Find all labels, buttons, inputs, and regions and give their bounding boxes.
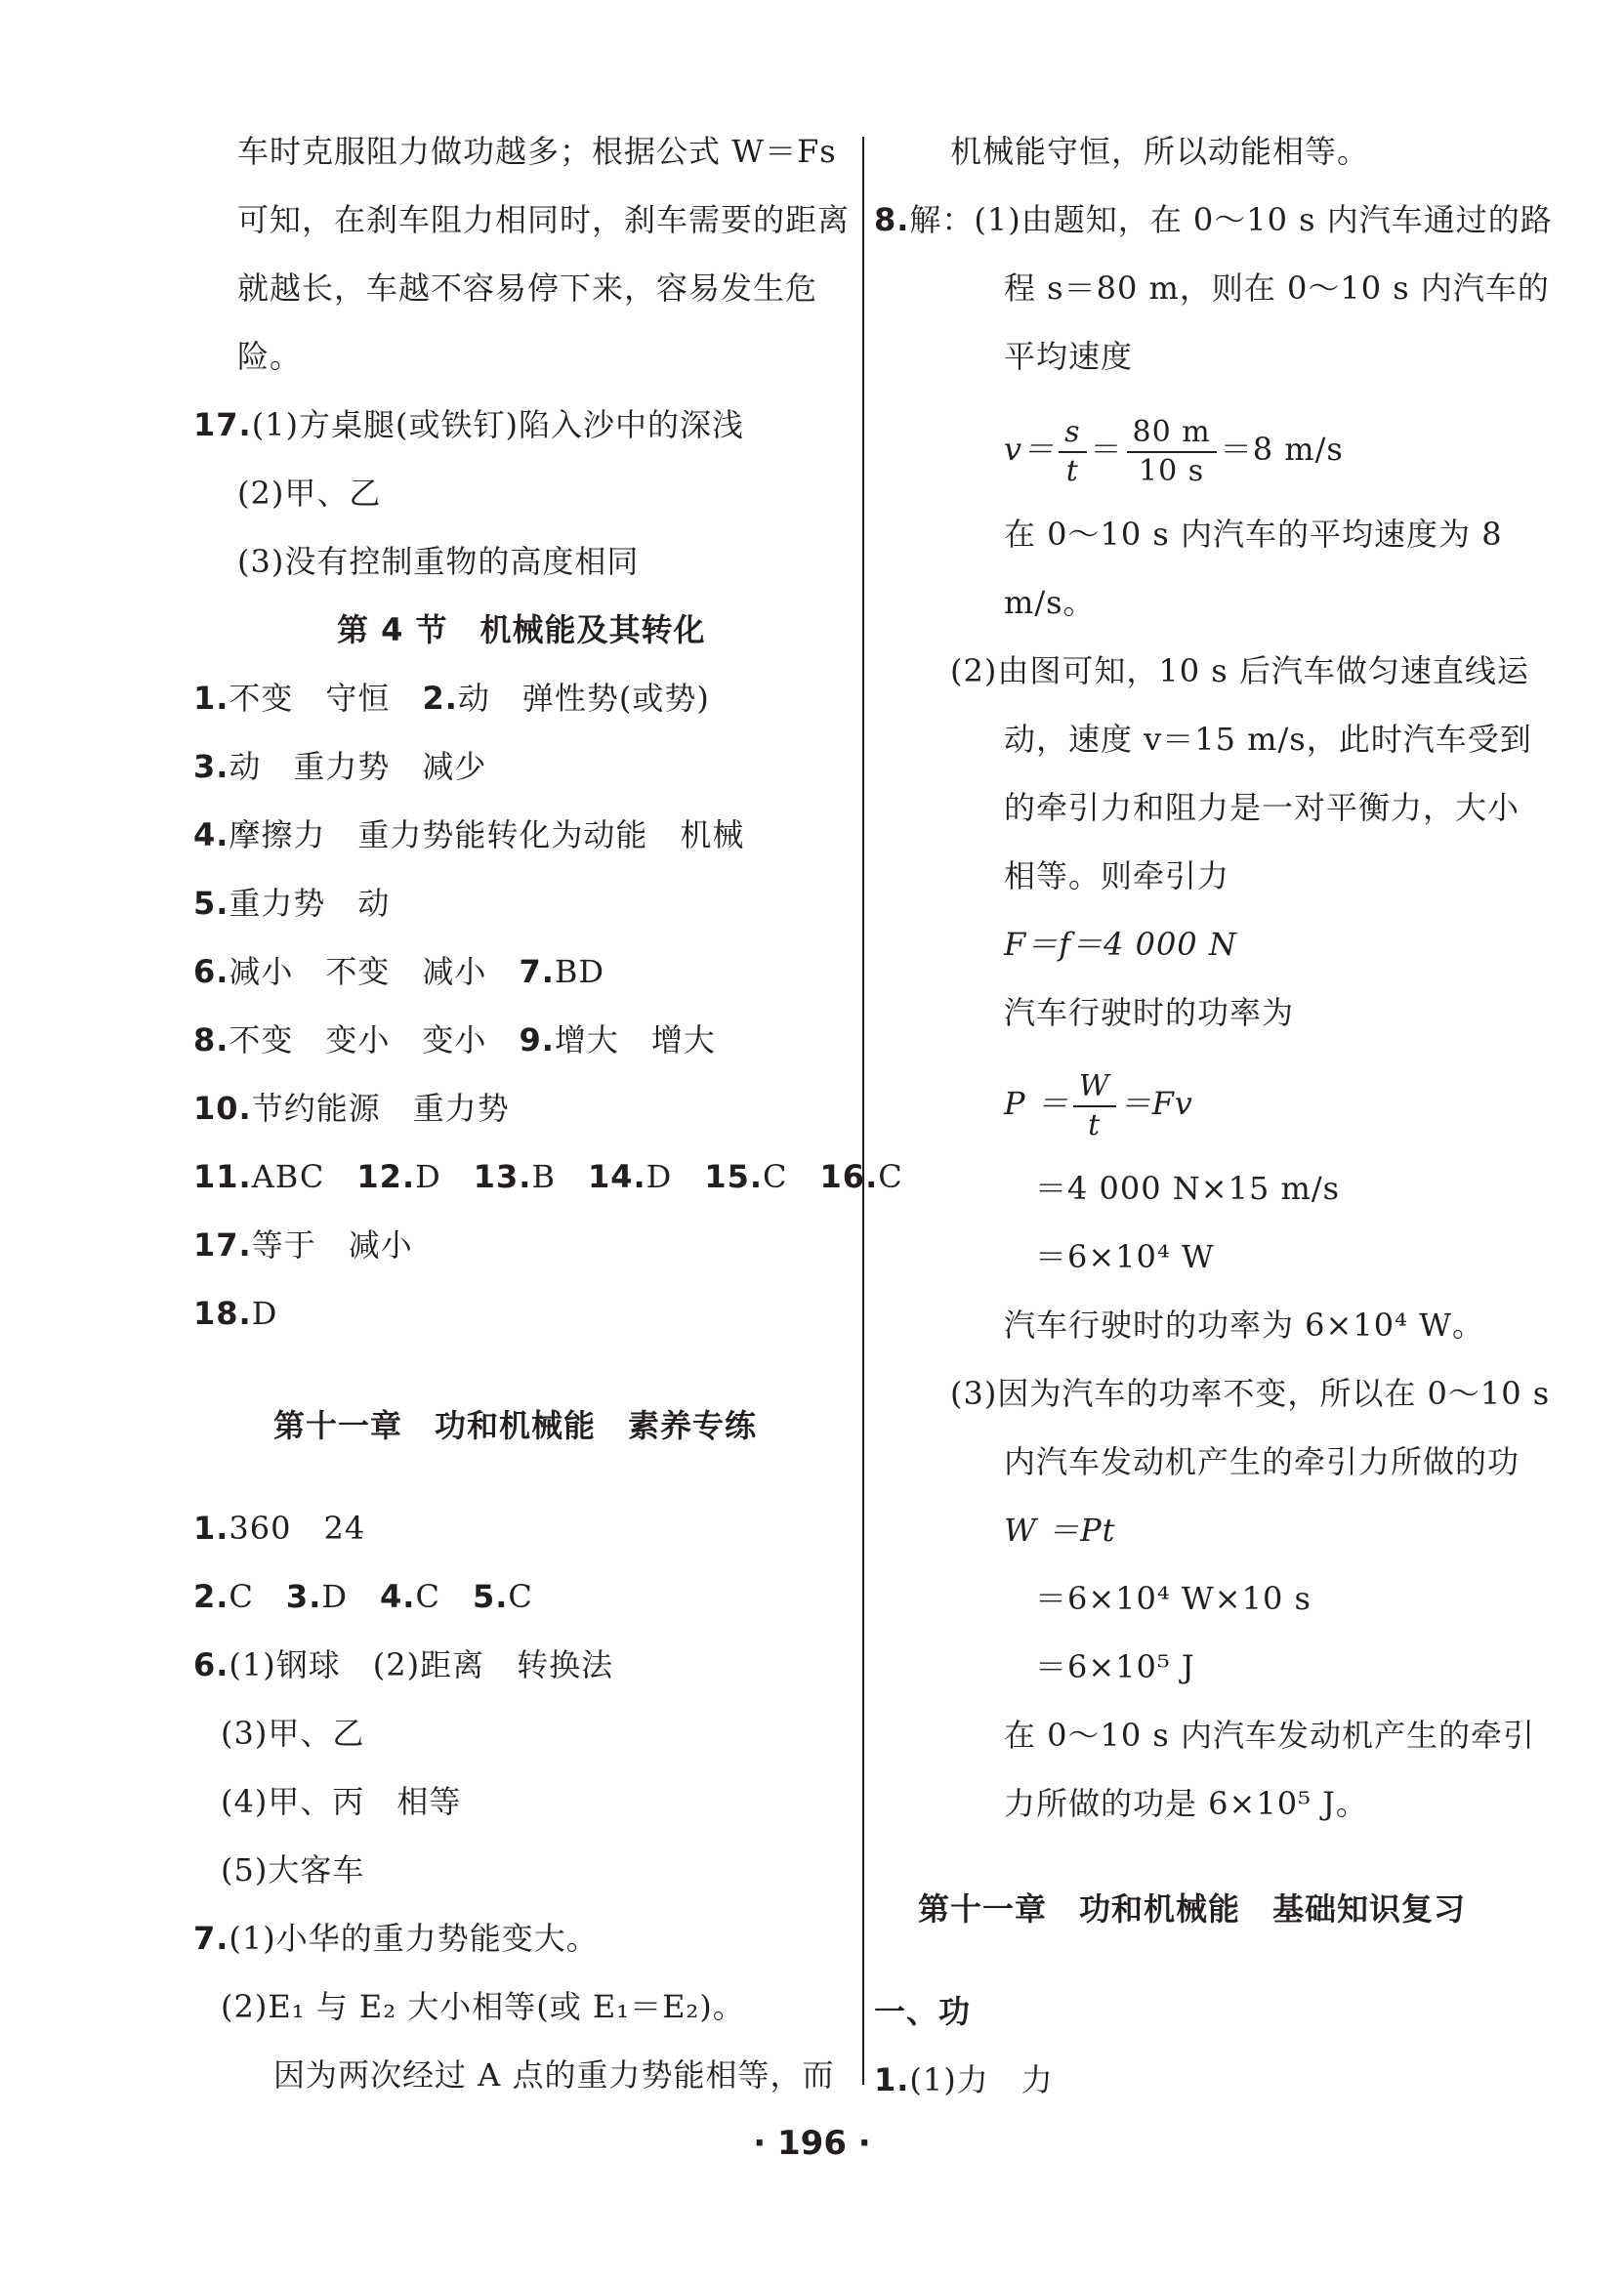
- answer-text: (5)大客车: [221, 1851, 365, 1888]
- question-number: 10.: [193, 1090, 252, 1127]
- numerator: 80 m: [1127, 418, 1217, 453]
- question-number: 17.: [193, 1226, 252, 1264]
- answer-line: [193, 1577, 533, 1616]
- text-line: 车时克服阻力做功越多；根据公式 W＝Fs: [237, 133, 837, 170]
- question-8: [874, 200, 1553, 239]
- answer-text: (3)没有控制重物的高度相同: [237, 543, 640, 580]
- text-line: 的牵引力和阻力是一对平衡力，大小: [1004, 789, 1520, 826]
- question-number: 7.: [519, 953, 555, 990]
- numerator: s: [1059, 418, 1086, 453]
- section-title: 一、功: [874, 1993, 972, 2030]
- formula-text: ＝Fv: [1119, 1085, 1193, 1122]
- answer-line: [193, 679, 710, 718]
- formula-text: P ＝: [1004, 1085, 1069, 1122]
- answer-line: [193, 1020, 716, 1059]
- answer-text: (1)钢球 (2)距离 转换法: [229, 1646, 614, 1683]
- text-line: 汽车行驶时的功率为: [1004, 994, 1295, 1031]
- answer-text: D: [415, 1158, 474, 1195]
- answer-text: C: [508, 1578, 533, 1615]
- answer-text: 减小 不变 减小: [229, 953, 520, 990]
- chapter-title: 第十一章 功和机械能 素养专练: [273, 1407, 758, 1444]
- answer-text: 增大 增大: [554, 1021, 716, 1058]
- answer-text: BD: [554, 953, 605, 990]
- answer-text: 动 重力势 减少: [229, 748, 487, 785]
- answer-line: [874, 2060, 1054, 2099]
- answer-text: 节约能源 重力势: [251, 1090, 510, 1127]
- answer-text: ABC: [251, 1158, 357, 1195]
- text-line: m/s。: [1004, 584, 1096, 621]
- text-line: 就越长，车越不容易停下来，容易发生危: [237, 270, 818, 307]
- answer-text: 不变 变小 变小: [229, 1021, 520, 1058]
- answer-text: (1)方桌腿(或铁钉)陷入沙中的深浅: [251, 406, 744, 443]
- answer-text: C: [415, 1578, 473, 1615]
- answer-line: [193, 747, 486, 786]
- text-line: 可知，在刹车阻力相同时，刹车需要的距离: [237, 201, 851, 238]
- answer-text: (2)E₁ 与 E₂ 大小相等(或 E₁＝E₂)。: [221, 1988, 745, 2025]
- formula-line: F＝f＝4 000 N: [1004, 926, 1237, 963]
- question-number: 1.: [874, 2061, 910, 2098]
- question-number: 4.: [193, 816, 229, 853]
- section-title: 第 4 节 机械能及其转化: [337, 611, 706, 648]
- answer-text: C: [229, 1578, 286, 1615]
- answer-text: 因为两次经过 A 点的重力势能相等，而: [273, 2056, 835, 2094]
- question-17: [193, 405, 744, 444]
- answer-text: D: [645, 1158, 705, 1195]
- answer-line: [193, 1089, 510, 1128]
- question-number: 12.: [356, 1158, 416, 1195]
- answer-text: D: [251, 1295, 278, 1332]
- question-number: 11.: [193, 1158, 252, 1195]
- answer-line: [193, 952, 604, 991]
- answer-text: (1)小华的重力势能变大。: [229, 1920, 599, 1957]
- answer-line: [193, 884, 390, 923]
- answer-line: [193, 1294, 277, 1333]
- question-number: 14.: [587, 1158, 646, 1195]
- answer-text: (1)力 力: [909, 2061, 1054, 2098]
- question-number: 16.: [819, 1158, 879, 1195]
- text-line: 机械能守恒，所以动能相等。: [950, 133, 1370, 170]
- formula-line: ＝6×10⁴ W×10 s: [1035, 1580, 1312, 1617]
- fraction: [1127, 414, 1217, 488]
- denominator: t: [1088, 1107, 1102, 1142]
- answer-text: C: [878, 1158, 903, 1195]
- text-line: 相等。则牵引力: [1004, 857, 1230, 894]
- answer-line: [193, 1157, 903, 1196]
- answer-text: B: [531, 1158, 588, 1195]
- denominator: t: [1065, 453, 1079, 488]
- text-line: 在 0～10 s 内汽车的平均速度为 8: [1004, 516, 1503, 553]
- answer-line: [193, 1225, 413, 1265]
- text-line: 内汽车发动机产生的牵引力所做的功: [1004, 1443, 1520, 1480]
- question-number: 4.: [380, 1578, 416, 1615]
- answer-text: C: [763, 1158, 820, 1195]
- answer-text: 重力势 动: [229, 885, 391, 922]
- text-line: 在 0～10 s 内汽车发动机产生的牵引: [1004, 1717, 1536, 1754]
- answer-text: 360 24: [229, 1510, 366, 1547]
- formula-text: v＝: [1004, 431, 1056, 468]
- text-line: 力所做的功是 6×10⁵ J。: [1004, 1785, 1368, 1822]
- answer-line: [193, 1509, 365, 1548]
- formula-text: ＝8 m/s: [1220, 431, 1344, 468]
- answer-text: (2)甲、乙: [237, 475, 382, 512]
- text-line: 险。: [237, 338, 303, 375]
- question-number: 3.: [285, 1578, 322, 1615]
- answer-text: (3)甲、乙: [221, 1715, 365, 1752]
- question-number: 1.: [193, 1510, 229, 1547]
- formula-line: W ＝Pt: [1004, 1512, 1116, 1549]
- power-formula: [1004, 1064, 1193, 1142]
- question-number: 8.: [874, 201, 910, 238]
- answer-text: 不变 守恒: [229, 680, 423, 717]
- answer-line: [193, 815, 744, 854]
- question-number: 3.: [193, 748, 229, 785]
- question-number: 13.: [473, 1158, 532, 1195]
- text-line: (3)因为汽车的功率不变，所以在 0～10 s: [950, 1375, 1551, 1412]
- denominator: 10 s: [1139, 453, 1205, 488]
- answer-line: [193, 1919, 599, 1958]
- answer-text: (4)甲、丙 相等: [221, 1783, 462, 1820]
- formula-text: ＝: [1090, 431, 1123, 468]
- question-number: 9.: [519, 1021, 555, 1058]
- answer-text: 等于 减小: [251, 1226, 413, 1264]
- question-number: 7.: [193, 1920, 229, 1957]
- question-number: 2.: [422, 680, 458, 717]
- question-number: 5.: [193, 885, 229, 922]
- answer-text: 摩擦力 重力势能转化为动能 机械: [229, 816, 745, 853]
- velocity-formula: [1004, 410, 1344, 488]
- text-line: 程 s＝80 m，则在 0～10 s 内汽车的: [1004, 270, 1550, 307]
- question-number: 5.: [472, 1578, 509, 1615]
- formula-line: ＝4 000 N×15 m/s: [1035, 1170, 1341, 1207]
- question-number: 8.: [193, 1021, 229, 1058]
- question-number: 1.: [193, 680, 229, 717]
- question-number: 2.: [193, 1578, 229, 1615]
- answer-line: [193, 1645, 613, 1684]
- column-divider: [862, 137, 864, 2085]
- fraction: [1059, 414, 1086, 488]
- question-number: 6.: [193, 1646, 229, 1683]
- formula-line: ＝6×10⁵ J: [1035, 1648, 1195, 1685]
- answer-text: D: [321, 1578, 381, 1615]
- answer-text: 动 弹性势(或势): [457, 680, 710, 717]
- text-line: 汽车行驶时的功率为 6×10⁴ W。: [1004, 1307, 1484, 1344]
- question-number: 18.: [193, 1295, 252, 1332]
- question-number: 17.: [193, 406, 252, 443]
- numerator: W: [1073, 1072, 1116, 1107]
- page-number: · 196 ·: [753, 2124, 871, 2163]
- text-line: (2)由图可知，10 s 后汽车做匀速直线运: [950, 652, 1529, 689]
- text-line: 平均速度: [1004, 338, 1134, 375]
- fraction: [1073, 1068, 1116, 1142]
- chapter-title: 第十一章 功和机械能 基础知识复习: [918, 1890, 1467, 1928]
- question-number: 6.: [193, 953, 229, 990]
- answer-text: 解：(1)由题知，在 0～10 s 内汽车通过的路: [909, 201, 1553, 238]
- formula-line: ＝6×10⁴ W: [1035, 1238, 1215, 1275]
- question-number: 15.: [704, 1158, 764, 1195]
- text-line: 动，速度 v＝15 m/s，此时汽车受到: [1004, 721, 1532, 758]
